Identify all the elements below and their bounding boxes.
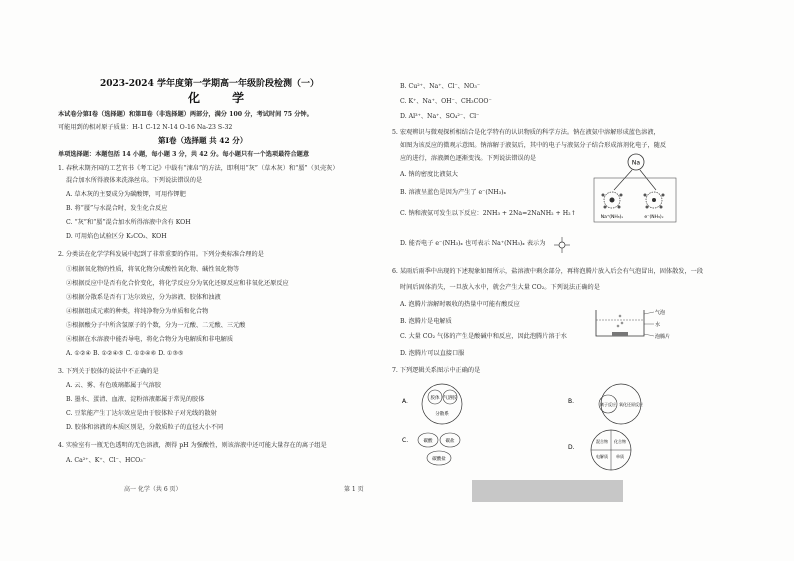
q7-diagram-c	[400, 428, 490, 470]
sodium-label: Na	[631, 159, 641, 167]
q7-d-letter: D.	[568, 444, 575, 451]
q1-option-b: B. 将“蜃”与水混合时，发生化合反应	[66, 205, 168, 212]
q5-stem-cont2: 应的进行，溶液颜色逐渐变浅。下列说法错误的是	[400, 155, 537, 162]
q6-stem-cont: 时间后固体消失，一旦放入水中，就会产生大量 CO₂。下列说法正确的是	[400, 284, 600, 291]
q6-beaker-diagram	[588, 306, 678, 346]
solvated-cation-icon	[602, 192, 623, 209]
exam-title: 2023-2024 学年度第一学期高一年级阶段检测（一）	[100, 79, 319, 89]
footer-right: 第 1 页	[344, 486, 364, 493]
q4-option-a: A. Ca²⁺、K⁺、Cl⁻、HCO₃⁻	[66, 457, 146, 464]
q2-item-3: ③根据分散系是否有丁达尔效应，分为溶液、胶体和浊液	[66, 294, 221, 301]
q6-stem: 6. 某雨后雨季中出现的下述现象如图所示，盐溶液中剩余部分，再将泡腾片放入后会有气泡冒出，固体散发，一段	[392, 268, 704, 275]
q7-d-label-1: 混合物	[596, 439, 608, 444]
q7-b-label-1: 离子反应	[600, 402, 616, 407]
q7-b-label-2: 氧化还原反应	[619, 402, 643, 407]
q2-item-4: ④根据组成元素的种类，将纯净物分为单质和化合物	[66, 308, 209, 315]
subject-title: 化 学	[188, 91, 259, 105]
q5-stem-cont: 如图为该反应的微观示意图。钠溶解于液氨后，其中的电子与液氨分子结合形成溶剂化电子，随反	[400, 142, 667, 149]
q2-item-1: ①根据氧化物的性质，将氧化物分成酸性氧化物、碱性氧化物等	[66, 266, 240, 273]
q2-item-5: ⑤根据酸分子中所含氢原子的个数，分为一元酸、二元酸、三元酸	[66, 322, 246, 329]
q7-d-label-3: 化合物	[614, 439, 626, 444]
q7-a-label-3: 分散系	[435, 412, 449, 417]
q5-sodium-ammonia-diagram	[592, 150, 678, 228]
q5-option-c: C. 钠和液氨可发生以下反应：2NH₃ + 2Na=2NaNH₂ + H₂↑	[400, 210, 576, 217]
q7-diagram-d	[566, 428, 666, 472]
q5-option-d-molecule-icon	[552, 236, 572, 254]
q4-option-b: B. Cu²⁺、Na⁺、Cl⁻、NO₃⁻	[400, 83, 481, 90]
q3-option-c: C. 豆浆能产生丁达尔效应是由于胶体粒子对光线的散射	[66, 410, 217, 417]
q7-diagram-b	[566, 382, 666, 426]
q3-option-d: D. 胶体和溶液的本质区别是，分散质粒子的直径大小不同	[66, 424, 224, 431]
section-instruction: 单项选择题：本题包括 14 小题，每小题 3 分，共 42 分。每小题只有一个选项最符合题意	[58, 151, 310, 158]
q5-option-a: A. 钠的密度比液氨大	[400, 171, 458, 178]
q7-c-label-1: 碳酸	[423, 439, 433, 444]
q5-stem: 5. 宏观辨识与微观探析相结合是化学特有的认识物质的科学方法。钠在液氨中溶解形成蓝色溶液，	[392, 129, 660, 136]
q6-option-b: B. 泡腾片是电解质	[400, 318, 452, 325]
q7-c-letter: C.	[402, 437, 409, 444]
redaction-block	[472, 480, 623, 502]
q4-option-c: C. K⁺、Na⁺、OH⁻、CH₃COO⁻	[400, 98, 492, 105]
section-title: 第Ⅰ卷（选择题 共 42 分）	[158, 136, 248, 145]
q7-a-label-1: 胶体	[430, 396, 440, 401]
q1-stem-cont: 混合加水所得液体来洗涤丝帛。下列说法错误的是	[66, 177, 203, 184]
q7-c-label-2: 碳盐	[445, 439, 455, 444]
q1-option-a: A. 草木灰的主要成分为碳酸钾，可用作钾肥	[66, 191, 186, 198]
q1-option-d: D. 可用焰色试验区分 K₂CO₃、KOH	[66, 233, 167, 240]
tablet-icon	[612, 332, 628, 336]
q3-option-b: B. 墨水、蛋清、血液、淀粉溶液都属于常见的胶体	[66, 396, 205, 403]
q1-stem: 1. 春秋末期齐国的工艺官书《考工记》中载有“涑帛”的方法，即利用“灰”（草木灰）和“蜃”（贝壳灰）	[58, 165, 339, 172]
q7-a-label-2: 气溶胶	[443, 396, 457, 401]
q6-option-c: C. 大量 CO₂ 气体的产生是酸碱中和反应，因此泡腾片溶于水	[400, 333, 567, 340]
q7-a-letter: A.	[402, 398, 408, 405]
q5-option-d: D. 能否电子 e⁻(NH₃)ₓ 也可表示 Na⁺(NH₃)ₓ 表示为	[400, 240, 546, 247]
q5-option-b: B. 溶液呈蓝色是因为产生了 e⁻(NH₃)ₓ	[400, 189, 507, 196]
q2-item-2: ②根据反应中是否有化合价变化，将化学反应分为氧化还原反应和非氧化还原反应	[66, 280, 289, 287]
q2-options: A. ①②④ B. ①②④⑤ C. ①②④⑥ D. ①③⑤	[66, 350, 184, 357]
q3-stem: 3. 下列关于胶体的说法中不正确的是	[58, 368, 159, 375]
q6-option-d: D. 泡腾片可以直接口服	[400, 350, 465, 357]
q2-item-6: ⑥根据在水溶液中能否导电，将化合物分为电解质和非电解质	[66, 336, 234, 343]
tablet-label: 泡腾片	[655, 334, 671, 340]
q2-stem: 2. 分类法在化学学科发展中起到了非常重要的作用。下列分类标准合理的是	[58, 251, 264, 258]
solvated-electron-icon	[644, 192, 665, 209]
q1-option-c: C. “灰”和“蜃”混合加水所得溶液中含有 KOH	[66, 219, 191, 226]
q7-d-label-2: 电解质	[596, 454, 608, 459]
q3-option-a: A. 云、雾、有色玻璃都属于气溶胶	[66, 382, 162, 389]
atomic-masses: 可能用到的相对原子质量：H-1 C-12 N-14 O-16 Na-23 S-32	[58, 124, 233, 131]
electron-label: e⁻(NH₃)ₓ	[644, 215, 664, 220]
q7-c-label-3: 碳酸盐	[432, 457, 446, 462]
q4-stem: 4. 实验室有一瓶无色透明的无色溶液，测得 pH 为强酸性，则该溶液中还可能大量存在的离子组是	[58, 442, 327, 449]
footer-left: 高一 化学（共 6 页）	[124, 486, 182, 493]
exam-intro: 本试卷分第Ⅰ卷（选择题）和第Ⅱ卷（非选择题）两部分，满分 100 分，考试时间 75 分钟。	[58, 111, 313, 118]
q7-diagram-a	[400, 382, 490, 426]
gas-label: 气泡	[655, 310, 666, 316]
q6-option-a: A. 泡腾片溶解时吸收的热量中可能有酸反应	[400, 301, 520, 308]
q4-option-d: D. Al³⁺、Na⁺、SO₄²⁻、Cl⁻	[400, 113, 480, 120]
q7-b-letter: B.	[568, 398, 575, 405]
water-label: 水	[655, 322, 661, 328]
cation-label: Na⁺(NH₃)ₓ	[600, 215, 624, 220]
q7-d-label-4: 单质	[616, 454, 624, 459]
q7-stem: 7. 下列逻辑关系图示中正确的是	[392, 367, 481, 374]
